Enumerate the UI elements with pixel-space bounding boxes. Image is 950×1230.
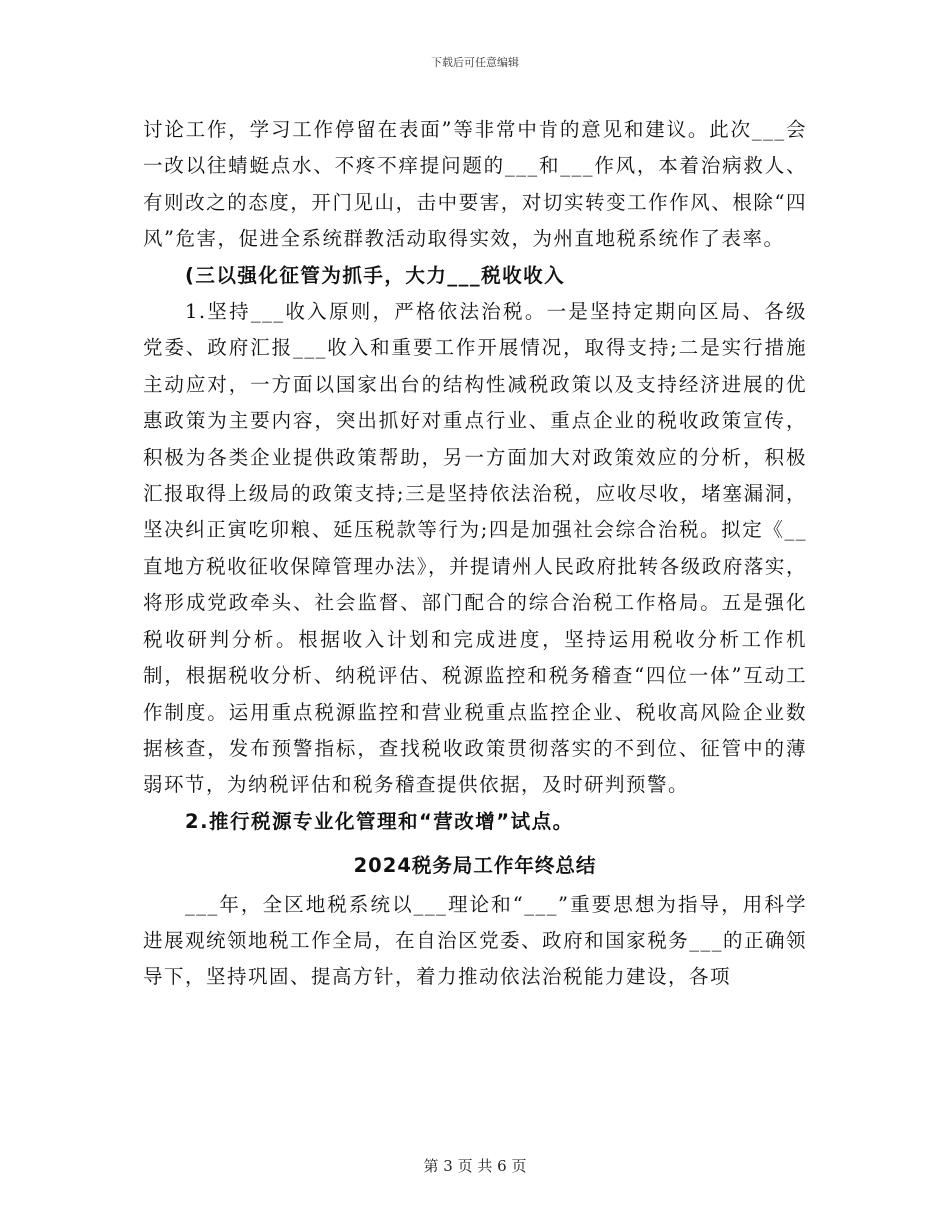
document-title: 2024税务局工作年终总结: [353, 854, 597, 878]
page-number: 第 3 页 共 6 页: [423, 1157, 527, 1175]
document-body: [143, 112, 807, 996]
section-heading-3: (三以强化征管为抓手，大力___税收收入: [185, 263, 566, 287]
paragraph-intro: 讨论工作，学习工作停留在表面”等非常中肯的意见和建议。此次___会一改以往蜻蜓点水、不疼不痒提问题的___和___作风，本着治病救人、有则改之的态度，开门见山，击中要害，对切实转变工作作风、根除“四风”危害，促进全系统群教活动取得实效，为州直地税系统作了表率。: [143, 118, 807, 251]
paragraph-collection-principle: 1.坚持___收入原则，严格依法治税。一是坚持定期向区局、各级党委、政府汇报___收入和重要工作开展情况，取得支持;二是实行措施主动应对，一方面以国家出台的结构性减税政策以及支持经济进展的优惠政策为主要内容，突出抓好对重点行业、重点企业的税收政策宣传，积极为各类企业提供政策帮助，另一方面加大对政策效应的分析，积极汇报取得上级局的政策支持;三是坚持依法治税，应收尽收，堵塞漏洞，坚决纠正寅吃卯粮、延压税款等行为;四是加强社会综合治税。拟定《__直地方税收征收保障管理办法》，并提请州人民政府批转各级政府落实，将形成党政牵头、社会监督、部门配合的综合治税工作格局。五是强化税收研判分析。根据收入计划和完成进度，坚持运用税收分析工作机制，根据税收分析、纳税评估、税源监控和税务稽查“四位一体”互动工作制度。运用重点税源监控和营业税重点监控企业、税收高风险企业数据核查，发布预警指标，查找税收政策贯彻落实的不到位、征管中的薄弱环节，为纳税评估和税务稽查提供依据，及时研判预警。: [143, 300, 807, 797]
header-note: 下载后可任意编辑: [431, 56, 519, 69]
subsection-heading-2: 2.推行税源专业化管理和“营改增”试点。: [185, 809, 574, 833]
paragraph-summary-opening: ___年，全区地税系统以___理论和“___”重要思想为指导，用科学进展观统领地税工作全局，在自治区党委、政府和国家税务___的正确领导下，坚持巩固、提高方针，着力推动依法治税能力建设，各项: [143, 892, 807, 989]
